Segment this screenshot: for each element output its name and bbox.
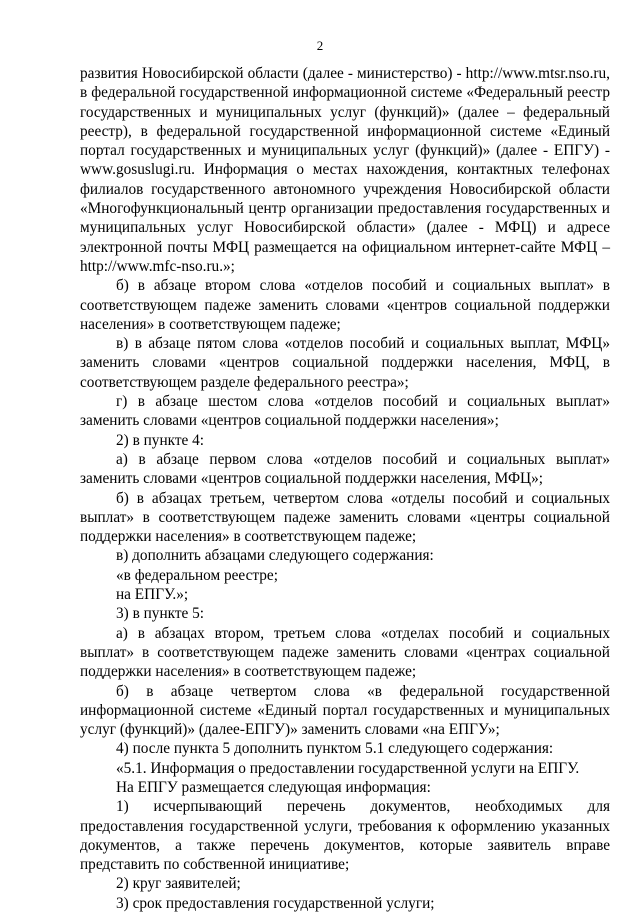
paragraph: а) в абзаце первом слова «отделов пособий и социальных выплат» заменить словами «центров социальной поддержки населения, МФЦ»; <box>80 450 610 488</box>
paragraph: На ЕПГУ размещается следующая информация: <box>116 778 431 796</box>
paragraph: 2) в пункте 4: <box>116 431 205 449</box>
paragraph: в) дополнить абзацами следующего содержания: <box>116 547 434 565</box>
paragraph: г) в абзаце шестом слова «отделов пособий и социальных выплат» заменить словами «центров социальной поддержки населения»; <box>80 393 610 430</box>
paragraph: а) в абзацах втором, третьем слова «отделах пособий и социальных выплат» в соответствующем падеже заменить словами «центрах социальной поддержки населения» в соответствующем падеже; <box>80 624 610 681</box>
document-body <box>80 64 610 913</box>
paragraph: 2) круг заявителей; <box>116 875 241 893</box>
paragraph: б) в абзаце четвертом слова «в федеральной государственной информационной системе «Единый портал государственных и муниципальных услуг (функций)» (далее-ЕПГУ)» заменить словами «на ЕПГУ»; <box>80 682 610 739</box>
paragraph: развития Новосибирской области (далее - министерство) - http://www.mtsr.nso.ru, в федеральной государственной информационной системе «Федеральный реестр государственных и муниципальных услуг (функций)» (далее – федеральный реестр), в федеральной государственной информационной системе «Единый портал государственных и муниципальных услуг (функций)» (далее - ЕПГУ) - www.gosuslugi.ru. Информация о местах нахождения, контактных телефонах филиалов государственного автономного учреждения Новосибирской области «Многофункциональный центр организации предоставления государственных и муниципальных услуг Новосибирской области» (далее - МФЦ) и адресе электронной почты МФЦ размещается на официальном интернет-сайте МФЦ – http://www.mfc-nso.ru.»; <box>80 65 610 275</box>
paragraph: 3) в пункте 5: <box>116 605 205 623</box>
paragraph: б) в абзацах третьем, четвертом слова «отделы пособий и социальных выплат» в соответствующем падеже заменить словами «центры социальной поддержки населения» в соответствующем падеже; <box>80 489 610 546</box>
paragraph: в) в абзаце пятом слова «отделов пособий и социальных выплат, МФЦ» заменить словами «центров социальной поддержки населения, МФЦ, в соответствующем разделе федерального реестра»; <box>80 335 610 391</box>
paragraph: «5.1. Информация о предоставлении государственной услуги на ЕПГУ. <box>116 759 580 777</box>
paragraph: «в федеральном реестре; <box>116 566 278 584</box>
paragraph: 4) после пункта 5 дополнить пунктом 5.1 следующего содержания: <box>116 740 554 758</box>
paragraph: 1) исчерпывающий перечень документов, необходимых для предоставления государственной услуги, требования к оформлению указанных документов, а также перечень документов, которые заявитель вправе представить по собственной инициативе; <box>80 798 610 874</box>
page-number: 2 <box>316 38 324 53</box>
paragraph: б) в абзаце втором слова «отделов пособий и социальных выплат» в соответствующем падеже заменить словами «центров социальной поддержки населения» в соответствующем падеже; <box>80 277 610 333</box>
paragraph: на ЕПГУ.»; <box>116 586 189 604</box>
paragraph: 3) срок предоставления государственной услуги; <box>116 894 435 912</box>
